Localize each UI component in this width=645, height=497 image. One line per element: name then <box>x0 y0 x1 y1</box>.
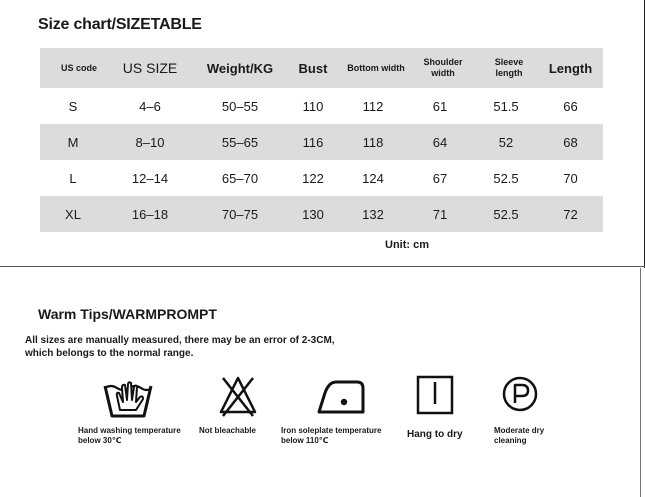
cell-shoulder-width: 71 <box>432 206 448 222</box>
cell-sleeve-length: 52.5 <box>493 206 519 222</box>
care-item-hand-wash <box>78 374 188 446</box>
cell-bust: 122 <box>302 170 324 186</box>
cell-shoulder-width: 64 <box>432 134 448 150</box>
cell-sleeve-length: 51.5 <box>493 98 519 114</box>
cell-length: 70 <box>563 170 578 186</box>
cell-bottom-width: 112 <box>362 98 384 114</box>
cell-us-code: S <box>68 98 78 114</box>
care-item-iron <box>281 374 391 446</box>
table-row <box>40 88 603 124</box>
dry-clean-p-icon <box>494 374 604 422</box>
header-bust: Bust <box>298 60 328 76</box>
cell-bottom-width: 132 <box>362 206 384 222</box>
cell-bottom-width: 118 <box>362 134 384 150</box>
size-chart-title: Size chart/SIZETABLE <box>38 16 202 33</box>
cell-weight: 65–70 <box>221 170 259 186</box>
cell-sleeve-length: 52.5 <box>493 170 519 186</box>
cell-bust: 116 <box>302 134 324 150</box>
cell-us-code: L <box>69 170 77 186</box>
cell-weight: 50–55 <box>221 98 259 114</box>
panel-border <box>640 268 641 497</box>
cell-bottom-width: 124 <box>362 170 384 186</box>
cell-bust: 130 <box>302 206 324 222</box>
cell-length: 66 <box>563 98 578 114</box>
cell-shoulder-width: 61 <box>432 98 448 114</box>
header-sleeve-length: Sleeve length <box>494 57 524 78</box>
cell-us-size: 8–10 <box>135 134 165 150</box>
cell-us-code: XL <box>65 206 81 222</box>
unit-label: Unit: cm <box>385 239 429 251</box>
care-label: Moderate dry cleaning <box>494 426 545 445</box>
care-label: Hang to dry <box>407 429 463 440</box>
cell-weight: 55–65 <box>221 134 259 150</box>
care-label: Hand washing temperature below 30℃ <box>78 426 181 445</box>
cell-length: 72 <box>563 206 578 222</box>
note-line: which belongs to the normal range. <box>25 348 194 359</box>
care-item-dry-clean <box>494 374 604 446</box>
header-us-size: US SIZE <box>122 60 178 76</box>
header-us-code: US code <box>60 62 97 73</box>
header-bottom-width: Bottom width <box>347 62 405 73</box>
care-label: Not bleachable <box>199 426 256 435</box>
hand-wash-icon <box>78 374 188 422</box>
care-label: Iron soleplate temperature below 110℃ <box>281 426 382 445</box>
header-weight: Weight/KG <box>206 60 274 76</box>
table-header-row <box>40 48 603 88</box>
header-shoulder-width: Shoulder width <box>423 57 463 78</box>
header-length: Length <box>548 60 593 76</box>
cell-us-size: 12–14 <box>131 170 169 186</box>
cell-length: 68 <box>563 134 578 150</box>
iron-icon <box>281 374 391 422</box>
table-row <box>40 160 603 196</box>
cell-us-size: 4–6 <box>139 98 161 114</box>
cell-us-code: M <box>67 134 79 150</box>
warm-tips-title: Warm Tips/WARMPROMPT <box>38 306 217 322</box>
cell-us-size: 16–18 <box>131 206 169 222</box>
note-line: All sizes are manually measured, there may be an error of 2-3CM, <box>25 335 335 346</box>
cell-shoulder-width: 67 <box>432 170 448 186</box>
cell-weight: 70–75 <box>221 206 259 222</box>
table-row <box>40 196 603 232</box>
cell-sleeve-length: 52 <box>498 134 514 150</box>
cell-bust: 110 <box>302 98 324 114</box>
size-table <box>40 48 603 232</box>
measurement-note <box>25 334 335 360</box>
section-divider <box>0 266 645 267</box>
table-row <box>40 124 603 160</box>
